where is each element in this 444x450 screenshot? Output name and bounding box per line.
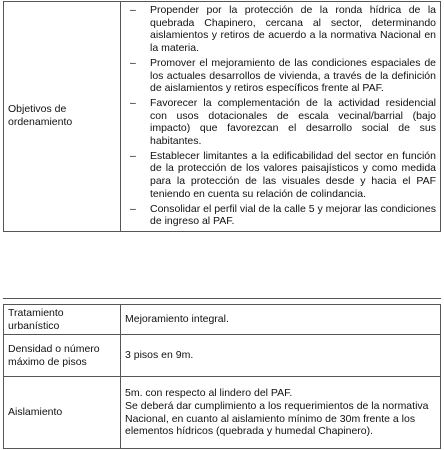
objective-item bbox=[125, 203, 436, 228]
objective-item bbox=[125, 4, 436, 55]
objective-text: Propender por la protección de la ronda hídrica de la quebrada Chapinero, cercana al sector, determinando aislamientos y retiros de acuerdo a la normativa Nacional en la materia. bbox=[150, 4, 436, 55]
objective-text: Consolidar el perfil vial de la calle 5 y mejorar las condiciones de ingreso al PAF. bbox=[150, 202, 436, 228]
objective-item bbox=[125, 150, 436, 201]
dash-bullet-icon: – bbox=[130, 149, 136, 162]
objectives-list bbox=[125, 4, 436, 228]
objective-text: Favorecer la complementación de la actividad residencial con usos dotacionales de escala vecinal/barrial (bajo impacto) que favorezcan el desarrollo social de sus habitantes. bbox=[150, 96, 436, 148]
table-row bbox=[4, 305, 441, 335]
objective-item bbox=[125, 97, 436, 148]
row-value: 3 pisos en 9m. bbox=[121, 335, 441, 377]
norms-table bbox=[3, 304, 441, 449]
dash-bullet-icon: – bbox=[130, 56, 136, 69]
isolation-line-1: 5m. con respecto al lindero del PAF. bbox=[125, 386, 293, 399]
objective-text: Promover el mejoramiento de las condiciones espaciales de los actuales desarrollos de vivienda, a través de la definición de aislamientos y retiros específicos frente al PAF. bbox=[150, 56, 436, 95]
objectives-label: Objetivos de ordenamiento bbox=[4, 2, 121, 232]
dash-bullet-icon: – bbox=[130, 202, 136, 215]
row-value bbox=[121, 377, 441, 449]
objective-text: Establecer limitantes a la edificabilidad del sector en función de la protección de los valores paisajísticos y como medida para la protección de las visuales desde y hacia el PAF teniendo en cuenta su relación de colindancia. bbox=[150, 149, 436, 200]
objectives-row bbox=[4, 2, 441, 232]
row-label: Aislamiento bbox=[4, 377, 121, 449]
table-row bbox=[4, 377, 441, 449]
dash-bullet-icon: – bbox=[130, 96, 136, 109]
row-value: Mejoramiento integral. bbox=[121, 305, 441, 335]
objectives-content bbox=[121, 2, 441, 232]
row-label: Tratamiento urbanístico bbox=[4, 305, 121, 335]
objectives-table bbox=[3, 1, 441, 232]
section-divider bbox=[3, 298, 441, 299]
isolation-line-2: Se deberá dar cumplimiento a los requerimientos de la normativa Nacional, en cuanto al aislamiento mínimo de 30m frente a los elementos hídricos (quebrada y humedal Chapinero). bbox=[125, 399, 429, 438]
dash-bullet-icon: – bbox=[130, 4, 136, 16]
table-row bbox=[4, 335, 441, 377]
row-label: Densidad o número máximo de pisos bbox=[4, 335, 121, 377]
objective-item bbox=[125, 57, 436, 95]
